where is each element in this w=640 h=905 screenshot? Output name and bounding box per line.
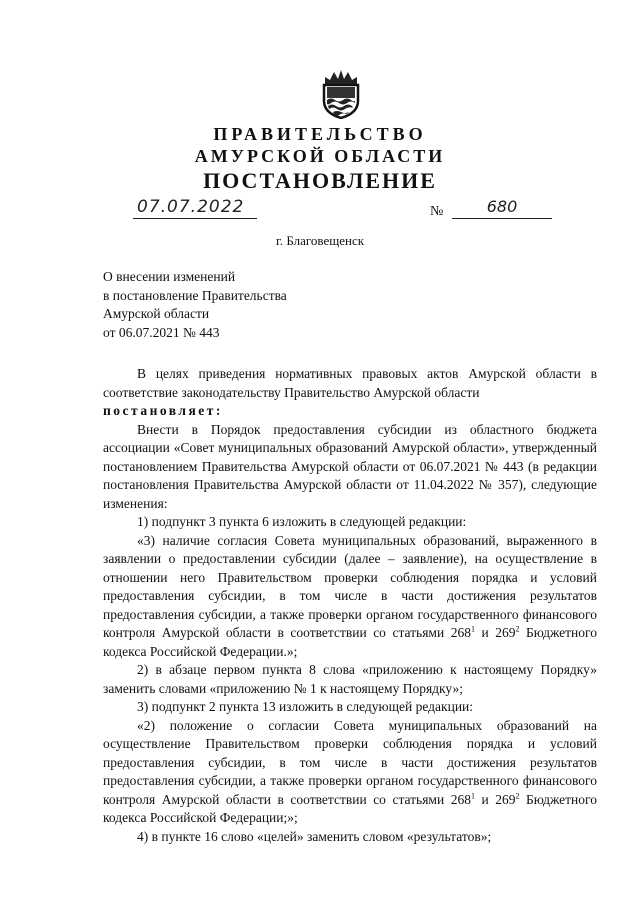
subject-line: от 06.07.2021 № 443	[103, 324, 220, 340]
item-2: 2) в абзаце первом пункта 8 слова «приложению к настоящему Порядку» заменить словами «приложению № 1 к настоящему Порядку»;	[103, 662, 597, 696]
government-title: ПРАВИТЕЛЬСТВО	[213, 124, 427, 144]
quote-1: «3) наличие согласия Совета муниципальных образований, выраженного в заявлении о предоставлении субсидии (далее – заявление), на осуществление в отношении него Правительством проверки соблюдения порядка и условий предоставления субсидии, в том числе в части достижения результатов предоставления субсидии, а также проверки органом государственного финансового контроля Амурской области в соответствии со статьями $268^1$ и $269^2$ Бюджетного кодекса Российской Федерации.»;	[103, 532, 597, 659]
quote-2: «2) положение о согласии Совета муниципальных образований на осуществление Правительством проверки соблюдения порядка и условий предоставления субсидии, в том числе в части достижения результатов предоставления субсидии, а также проверки органом государственного финансового контроля Амурской области в соответствии со статьями $268^1$ и $269^2$ Бюджетного кодекса Российской Федерации;»;	[103, 717, 597, 825]
subject-line: Амурской области	[103, 306, 210, 321]
city-line: г. Благовещенск	[275, 233, 365, 248]
number-label: №	[430, 204, 444, 219]
amendment-paragraph: Внести в Порядок предоставления субсидии из областного бюджета ассоциации «Совет муниципальных образований Амурской области», утвержденный постановлением Правительства Амурской области от 06.07.2021 № 443 (в редакции постановления Правительства Амурской области от 11.04.2022 № 357), следующие изменения:	[103, 421, 597, 511]
decree-date: 07.07.2022	[133, 196, 257, 219]
subject-line: в постановление Правительства	[103, 287, 287, 303]
subject-line: О внесении изменений	[103, 269, 236, 284]
item-4: 4) в пункте 16 слово «целей» заменить словом «результатов»;	[137, 828, 492, 844]
resolves-word: постановляет:	[103, 403, 223, 418]
subject-block	[103, 268, 287, 342]
region-title: АМУРСКОЙ ОБЛАСТИ	[194, 146, 446, 166]
intro-paragraph: В целях приведения нормативных правовых актов Амурской области в соответствие законодательству Правительство Амурской области	[103, 366, 597, 400]
item-3: 3) подпункт 2 пункта 13 изложить в следующей редакции:	[137, 699, 474, 714]
amur-region-emblem-icon	[321, 69, 361, 119]
decree-number: 680	[452, 196, 552, 219]
document-type: ПОСТАНОВЛЕНИЕ	[203, 168, 437, 193]
item-1: 1) подпункт 3 пункта 6 изложить в следующей редакции:	[137, 514, 467, 529]
document-body	[103, 365, 597, 846]
